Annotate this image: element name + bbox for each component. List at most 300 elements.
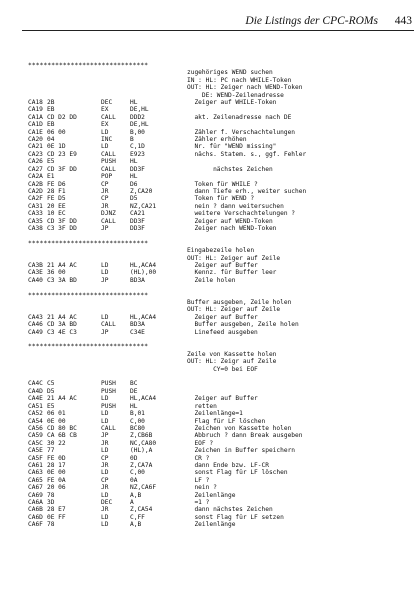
comment: dann nächstes Zeichen [187, 506, 273, 514]
address: CA20 [28, 136, 43, 144]
mnemonic: LD [101, 447, 109, 455]
mnemonic: JR [101, 484, 109, 492]
comment: Zeiger nach WEND-Token [187, 224, 277, 232]
operand: DD3F [130, 224, 145, 232]
page-number: 443 [394, 15, 412, 27]
operand: 0A [130, 476, 138, 484]
mnemonic: PUSH [101, 402, 116, 410]
mnemonic: JP [101, 432, 109, 440]
operand: A [130, 498, 134, 506]
comment: Token für WEND ? [187, 195, 255, 203]
mnemonic: LD [101, 143, 109, 151]
opcode-bytes: C3 3A BD [47, 276, 77, 284]
separator-line [28, 343, 414, 350]
address: CA52 [28, 410, 43, 418]
address: CA2F [28, 195, 43, 203]
address: CA40 [28, 276, 43, 284]
comment: Zähler erhöhen [187, 136, 247, 144]
mnemonic: DEC [101, 498, 113, 506]
comment: Zeiger auf Buffer [187, 261, 258, 269]
separator-line [28, 240, 414, 247]
operand: Z,CA20 [130, 187, 153, 195]
opcode-bytes: 21 A4 AC [47, 261, 77, 269]
listing-section [28, 292, 414, 336]
operand: C,1D [130, 143, 145, 151]
mnemonic: LD [101, 395, 109, 403]
operand: BC80 [130, 424, 145, 432]
opcode-bytes: C3 4E C3 [47, 328, 77, 336]
comment: dann Tiefe erh., weiter suchen [187, 187, 307, 195]
opcode-bytes: C5 [47, 380, 55, 388]
operand: NZ,CA21 [130, 202, 157, 210]
mnemonic: JR [101, 461, 109, 469]
comment: Zähler f. Verschachtelungen [187, 128, 296, 136]
mnemonic: CP [101, 195, 109, 203]
opcode-bytes: CD 3F DD [47, 217, 77, 225]
comment: Zeilenlänge [187, 491, 236, 499]
listing-line [28, 225, 414, 232]
opcode-bytes: 0E 1D [47, 143, 66, 151]
opcode-bytes: 20 06 [47, 484, 66, 492]
listing-line [28, 269, 414, 276]
opcode-bytes: FE D5 [47, 195, 66, 203]
operand: A,B [130, 491, 142, 499]
operand: E923 [130, 150, 145, 158]
mnemonic: EX [101, 121, 109, 129]
mnemonic: JP [101, 224, 109, 232]
operand: C34E [130, 328, 145, 336]
mnemonic: LD [101, 469, 109, 477]
address: CA65 [28, 476, 43, 484]
mnemonic: CALL [101, 424, 116, 432]
listing-line [28, 521, 414, 528]
comment: Zeichen in Buffer speichern [187, 447, 296, 455]
comment: Linefeed ausgeben [187, 328, 258, 336]
mnemonic: INC [101, 136, 113, 144]
mnemonic: CALL [101, 150, 116, 158]
listing-line [28, 106, 414, 113]
address: CA19 [28, 106, 43, 114]
address: CA31 [28, 202, 43, 210]
separator-line [28, 62, 414, 69]
listing-line [28, 321, 414, 328]
listing-line [28, 388, 414, 395]
operand: HL [130, 402, 138, 410]
operand: C,00 [130, 469, 145, 477]
comment: Kennz. für Buffer leer [187, 269, 277, 277]
listing-line [28, 380, 414, 387]
comment: Buffer ausgeben, Zeile holen [187, 321, 299, 329]
opcode-bytes: 20 EE [47, 202, 66, 210]
operand: 0D [130, 454, 138, 462]
listing-line [28, 418, 414, 425]
mnemonic: CP [101, 454, 109, 462]
comment: akt. Zeilenadresse nach DE [187, 113, 292, 121]
listing-line [28, 455, 414, 462]
section-gap [28, 232, 414, 239]
comment: LF ? [187, 476, 210, 484]
comment: nächs. Statem. s., ggf. Fehler [187, 150, 307, 158]
page-header [22, 14, 414, 31]
address: CA5F [28, 454, 43, 462]
listing-line [28, 440, 414, 447]
comment: nein ? dann weitersuchen [187, 202, 284, 210]
address: CA27 [28, 165, 43, 173]
address: CA18 [28, 99, 43, 107]
mnemonic: LD [101, 269, 109, 277]
listing-line [28, 277, 414, 284]
listing-line [28, 136, 414, 143]
address: CA26 [28, 158, 43, 166]
opcode-bytes: FE 0A [47, 476, 66, 484]
mnemonic: LD [101, 513, 109, 521]
address: CA56 [28, 424, 43, 432]
asterisk-separator: ******************************* [28, 343, 149, 351]
opcode-bytes: CD 23 E9 [47, 150, 77, 158]
asterisk-separator: ******************************* [28, 239, 149, 247]
opcode-bytes: 28 17 [47, 461, 66, 469]
comment: Zeile holen [187, 276, 236, 284]
address: CA1A [28, 113, 43, 121]
comment: IN : HL: PC nach WHILE-Token [187, 76, 292, 84]
comment: Nr. für "WEND missing" [187, 143, 277, 151]
listing-section [28, 240, 414, 284]
comment: OUT: HL: Zeigr auf Zeile [187, 358, 277, 366]
comment: CY=0 bei EOF [187, 365, 258, 373]
operand: DE,HL [130, 106, 149, 114]
comment: sonst Flag für LF löschen [187, 469, 288, 477]
comment: Zeiger auf WEND-Token [187, 217, 273, 225]
listing-line [28, 77, 414, 84]
opcode-bytes: FE D6 [47, 180, 66, 188]
address: CA6B [28, 506, 43, 514]
listing-line [28, 203, 414, 210]
operand: (HL),00 [130, 269, 157, 277]
mnemonic: POP [101, 173, 113, 181]
operand: HL,ACA4 [130, 313, 157, 321]
listing-line [28, 432, 414, 439]
mnemonic: JR [101, 506, 109, 514]
listing-line [28, 306, 414, 313]
listing-line [28, 210, 414, 217]
operand: BD3A [130, 276, 145, 284]
mnemonic: LD [101, 521, 109, 529]
comment: Eingabezeile holen [187, 247, 255, 255]
assembly-listing [28, 62, 414, 529]
listing-line [28, 166, 414, 173]
listing-section [28, 343, 414, 528]
listing-line [28, 499, 414, 506]
operand: Z,CA7A [130, 461, 153, 469]
operand: DE [130, 387, 138, 395]
comment: Zeilenlänge [187, 521, 236, 529]
listing-line [28, 395, 414, 402]
listing-line [28, 255, 414, 262]
opcode-bytes: 0E 00 [47, 417, 66, 425]
comment: retten [187, 402, 217, 410]
mnemonic: PUSH [101, 387, 116, 395]
listing-line [28, 462, 414, 469]
address: CA2D [28, 187, 43, 195]
opcode-bytes: 36 00 [47, 269, 66, 277]
mnemonic: LD [101, 128, 109, 136]
operand: DD3F [130, 165, 145, 173]
operand: B [130, 136, 134, 144]
asterisk-separator: ******************************* [28, 62, 149, 69]
operand: BC [130, 380, 138, 388]
address: CA4D [28, 387, 43, 395]
address: CA4C [28, 380, 43, 388]
comment: Token für WHILE ? [187, 180, 258, 188]
listing-section [28, 62, 414, 232]
address: CA59 [28, 432, 43, 440]
opcode-bytes: E5 [47, 402, 55, 410]
address: CA67 [28, 484, 43, 492]
mnemonic: CP [101, 476, 109, 484]
opcode-bytes: 2B [47, 99, 55, 107]
comment: DE: WEND-Zeilenadresse [187, 91, 284, 99]
opcode-bytes: 28 F1 [47, 187, 66, 195]
opcode-bytes: D5 [47, 387, 55, 395]
listing-line [28, 69, 414, 76]
address: CA6A [28, 498, 43, 506]
operand: HL [130, 99, 138, 107]
listing-line [28, 366, 414, 373]
listing-line [28, 351, 414, 358]
operand: D5 [130, 195, 138, 203]
comment: dann Ende bzw. LF-CR [187, 461, 269, 469]
address: CA69 [28, 491, 43, 499]
comment: OUT: HL: Zeiger auf Zeile [187, 254, 281, 262]
address: CA51 [28, 402, 43, 410]
opcode-bytes: 06 00 [47, 128, 66, 136]
operand: HL,ACA4 [130, 395, 157, 403]
comment: Zeiger auf Buffer [187, 313, 258, 321]
opcode-bytes: 30 22 [47, 439, 66, 447]
opcode-bytes: 04 [47, 136, 55, 144]
listing-line [28, 329, 414, 336]
listing-line [28, 373, 414, 380]
opcode-bytes: E1 [47, 173, 55, 181]
listing-line [28, 262, 414, 269]
address: CA3B [28, 261, 43, 269]
operand: BD3A [130, 321, 145, 329]
comment: sonst Flag für LF setzen [187, 513, 284, 521]
mnemonic: LD [101, 410, 109, 418]
listing-line [28, 477, 414, 484]
comment: =1 ? [187, 498, 210, 506]
operand: (HL),A [130, 447, 153, 455]
operand: C,FF [130, 513, 145, 521]
comment: nächstes Zeichen [187, 165, 273, 173]
comment: Zeichen von Kassette holen [187, 424, 292, 432]
opcode-bytes: 78 [47, 521, 55, 529]
listing-line [28, 121, 414, 128]
listing-line [28, 181, 414, 188]
mnemonic: LD [101, 491, 109, 499]
mnemonic: DJNZ [101, 210, 116, 218]
address: CA63 [28, 469, 43, 477]
comment: OUT: HL: Zeiger auf Zeile [187, 306, 281, 314]
address: CA49 [28, 328, 43, 336]
address: CA6F [28, 521, 43, 529]
address: CA35 [28, 217, 43, 225]
mnemonic: CP [101, 180, 109, 188]
opcode-bytes: 78 [47, 491, 55, 499]
section-gap [28, 284, 414, 291]
opcode-bytes: 77 [47, 447, 55, 455]
listing-line [28, 358, 414, 365]
listing-line [28, 158, 414, 165]
comment: Zeiger auf WHILE-Token [187, 99, 277, 107]
operand: NZ,CA6F [130, 484, 157, 492]
section-gap [28, 336, 414, 343]
address: CA4E [28, 395, 43, 403]
address: CA46 [28, 321, 43, 329]
address: CA23 [28, 150, 43, 158]
opcode-bytes: EB [47, 106, 55, 114]
operand: CA21 [130, 210, 145, 218]
address: CA33 [28, 210, 43, 218]
comment: Flag für LF löschen [187, 417, 266, 425]
address: CA6D [28, 513, 43, 521]
comment: weitere Verschachtelungen ? [187, 210, 296, 218]
opcode-bytes: 21 A4 AC [47, 313, 77, 321]
opcode-bytes: 06 01 [47, 410, 66, 418]
operand: DDD2 [130, 113, 145, 121]
listing-line [28, 506, 414, 513]
opcode-bytes: CD 80 BC [47, 424, 77, 432]
operand: HL,ACA4 [130, 261, 157, 269]
opcode-bytes: EB [47, 121, 55, 129]
opcode-bytes: FE 0D [47, 454, 66, 462]
mnemonic: CALL [101, 113, 116, 121]
opcode-bytes: 3D [47, 498, 55, 506]
mnemonic: DEC [101, 99, 113, 107]
mnemonic: CALL [101, 165, 116, 173]
opcode-bytes: 21 A4 AC [47, 395, 77, 403]
operand: B,01 [130, 410, 145, 418]
listing-line [28, 92, 414, 99]
operand: D6 [130, 180, 138, 188]
opcode-bytes: 28 E7 [47, 506, 66, 514]
listing-line [28, 484, 414, 491]
listing-line [28, 84, 414, 91]
operand: DE,HL [130, 121, 149, 129]
comment: CR ? [187, 454, 210, 462]
opcode-bytes: 0E 00 [47, 469, 66, 477]
mnemonic: LD [101, 417, 109, 425]
operand: B,00 [130, 128, 145, 136]
opcode-bytes: 0E FF [47, 513, 66, 521]
listing-line [28, 299, 414, 306]
listing-line [28, 173, 414, 180]
address: CA1D [28, 121, 43, 129]
comment: Zeiger auf Buffer [187, 395, 258, 403]
address: CA2A [28, 173, 43, 181]
listing-line [28, 218, 414, 225]
listing-line [28, 492, 414, 499]
listing-line [28, 188, 414, 195]
comment: Zeile von Kassette holen [187, 350, 277, 358]
running-title: Die Listings der CPC-ROMs [245, 15, 378, 27]
address: CA1E [28, 128, 43, 136]
listing-line [28, 425, 414, 432]
listing-line [28, 129, 414, 136]
mnemonic: CALL [101, 217, 116, 225]
listing-line [28, 447, 414, 454]
opcode-bytes: C3 3F DD [47, 224, 77, 232]
listing-line [28, 99, 414, 106]
opcode-bytes: CD D2 DD [47, 113, 77, 121]
address: CA38 [28, 224, 43, 232]
opcode-bytes: 10 EC [47, 210, 66, 218]
opcode-bytes: CD 3F DD [47, 165, 77, 173]
mnemonic: EX [101, 106, 109, 114]
comment: EOF ? [187, 439, 214, 447]
comment: Zeilenlänge=1 [187, 410, 243, 418]
separator-line [28, 292, 414, 299]
address: CA3E [28, 269, 43, 277]
address: CA61 [28, 461, 43, 469]
address: CA54 [28, 417, 43, 425]
address: CA43 [28, 313, 43, 321]
listing-line [28, 514, 414, 521]
listing-line [28, 114, 414, 121]
comment: nein ? [187, 484, 217, 492]
comment: OUT: HL: Zeiger nach WEND-Token [187, 84, 303, 92]
listing-line [28, 151, 414, 158]
address: CA5E [28, 447, 43, 455]
mnemonic: PUSH [101, 158, 116, 166]
opcode-bytes: CD 3A BD [47, 321, 77, 329]
operand: Z,CA54 [130, 506, 153, 514]
operand: NC,CA80 [130, 439, 157, 447]
asterisk-separator: ******************************* [28, 291, 149, 299]
opcode-bytes: E5 [47, 158, 55, 166]
comment: Buffer ausgeben, Zeile holen [187, 299, 292, 306]
comment: zugehöriges WEND suchen [187, 69, 273, 77]
operand: HL [130, 173, 138, 181]
comment: Abbruch ? dann Break ausgeben [187, 432, 303, 440]
operand: C,00 [130, 417, 145, 425]
mnemonic: LD [101, 313, 109, 321]
listing-line [28, 314, 414, 321]
listing-line [28, 195, 414, 202]
address: CA21 [28, 143, 43, 151]
mnemonic: JR [101, 439, 109, 447]
mnemonic: CALL [101, 321, 116, 329]
listing-line [28, 403, 414, 410]
listing-line [28, 143, 414, 150]
mnemonic: JR [101, 202, 109, 210]
operand: HL [130, 158, 138, 166]
mnemonic: JP [101, 328, 109, 336]
operand: A,B [130, 521, 142, 529]
mnemonic: LD [101, 261, 109, 269]
mnemonic: JR [101, 187, 109, 195]
listing-line [28, 247, 414, 254]
mnemonic: PUSH [101, 380, 116, 388]
operand: DD3F [130, 217, 145, 225]
listing-line [28, 410, 414, 417]
mnemonic: JP [101, 276, 109, 284]
opcode-bytes: CA 6B CB [47, 432, 77, 440]
address: CA2B [28, 180, 43, 188]
address: CA5C [28, 439, 43, 447]
operand: Z,CB6B [130, 432, 153, 440]
listing-line [28, 469, 414, 476]
